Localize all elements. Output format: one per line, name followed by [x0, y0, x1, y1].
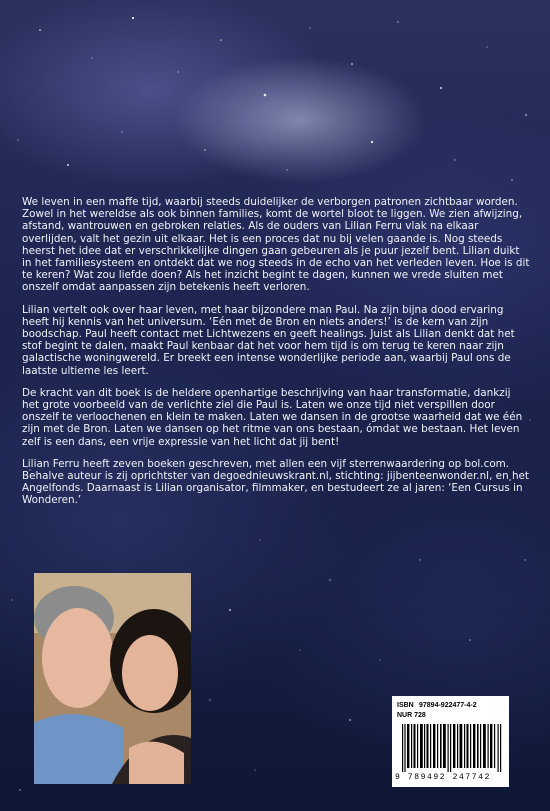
barcode-icon: [402, 724, 502, 772]
blurb-paragraph-3: De kracht van dit boek is de heldere openhartige beschrijving van haar transformatie, dankzij het grote voorbeeld van de verlichte ziel die Paul is. Laten we onze tijd niet verspillen door onszelf te verloochenen en klein te maken. Laten we dansen in de grootse waarheid dat we één zijn met de Bron. Laten we dansen op het ritme van ons bestaan, ómdat we bestaan. Het leven zelf is een dans, een vrije expressie van het licht dat jij bent!: [22, 386, 523, 448]
blurb-paragraph-4: Lilian Ferru heeft zeven boeken geschreven, met allen een vijf sterrenwaardering op bol.com. Behalve auteur is zij oprichtster van degoednieuwskrant.nl, stichting: jijbenteenwonder.nl, en het Angelfonds. Daarnaast is Lilian organisator, filmmaker, en bestudeert ze al jaren: ‘Een Cursus in Wonderen.’: [22, 457, 530, 507]
author-photo-illustration: [34, 573, 191, 784]
isbn-number: 97894-922477-4-2: [419, 702, 477, 709]
author-photo: [34, 573, 191, 784]
back-cover-blurb: [22, 196, 530, 517]
barcode-digits: 9 789492 247742: [395, 773, 492, 782]
isbn-label: ISBN: [397, 702, 414, 709]
blurb-paragraph-1: We leven in een maffe tijd, waarbij steeds duidelijker de verborgen patronen zichtbaar worden. Zowel in het wereldse als ook binnen families, komt de wortel bloot te liggen. We zien afwijzing, afstand, wantrouwen en gebroken relaties. Als de ouders van Lilian Ferru vlak na elkaar overlijden, valt het gezin uit elkaar. Het is een proces dat nu bij velen gaande is. Nog steeds heerst het idee dat er verschrikkelijke dingen gaan gebeuren als je puur jezelf bent. Lilian duikt in het familiesysteem en ontdekt dat we nog steeds in de echo van het verleden leven. Hoe is dit te keren? Wat zou liefde doen? Als het inzicht begint te dagen, kunnen we vrede sluiten met onszelf omdat aanpassen zijn betekenis heeft verloren.: [22, 196, 530, 294]
barcode-label: [392, 696, 509, 787]
blurb-paragraph-2: Lilian vertelt ook over haar leven, met haar bijzondere man Paul. Na zijn bijna dood ervaring heeft hij kennis van het universum. ‘Eén met de Bron en niets anders!’ is de kern van zijn boodschap. Paul heeft contact met Lichtwezens en geeft healings. Juist als Lilian denkt dat het stof begint te dalen, maakt Paul kenbaar dat het voor hem tijd is om terug te keren naar zijn galactische woningwereld. Er breekt een intense wonderlijke periode aan, waarbij Paul ons de laatste ultieme les leert.: [22, 303, 515, 377]
nur-code: NUR 728: [397, 712, 426, 719]
